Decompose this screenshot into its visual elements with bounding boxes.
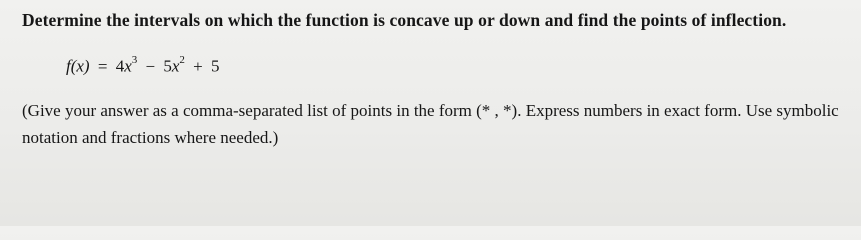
- plus-sign: +: [193, 56, 203, 76]
- equals-sign: =: [97, 56, 108, 76]
- minus-sign: −: [145, 56, 156, 76]
- function-lhs: f(x): [66, 56, 90, 76]
- instructions-line-1: (Give your answer as a comma-separated list of points in the form (* , *). Express numbers in exact form. Use symbolic: [22, 101, 839, 120]
- term1-coefficient: 4: [115, 56, 125, 76]
- instructions-line-2: notation and fractions where needed.): [22, 128, 279, 147]
- constant-term: 5: [210, 56, 220, 76]
- term1-exponent: 3: [131, 54, 138, 66]
- term1-variable: x: [124, 56, 132, 76]
- term2-coefficient: 5: [163, 56, 172, 76]
- answer-instructions: [22, 97, 852, 151]
- question-prompt: Determine the intervals on which the function is concave up or down and find the points of inflection.: [22, 10, 787, 30]
- term2-variable: x: [171, 56, 180, 76]
- term2-exponent: 2: [179, 54, 185, 66]
- function-formula: [66, 56, 219, 77]
